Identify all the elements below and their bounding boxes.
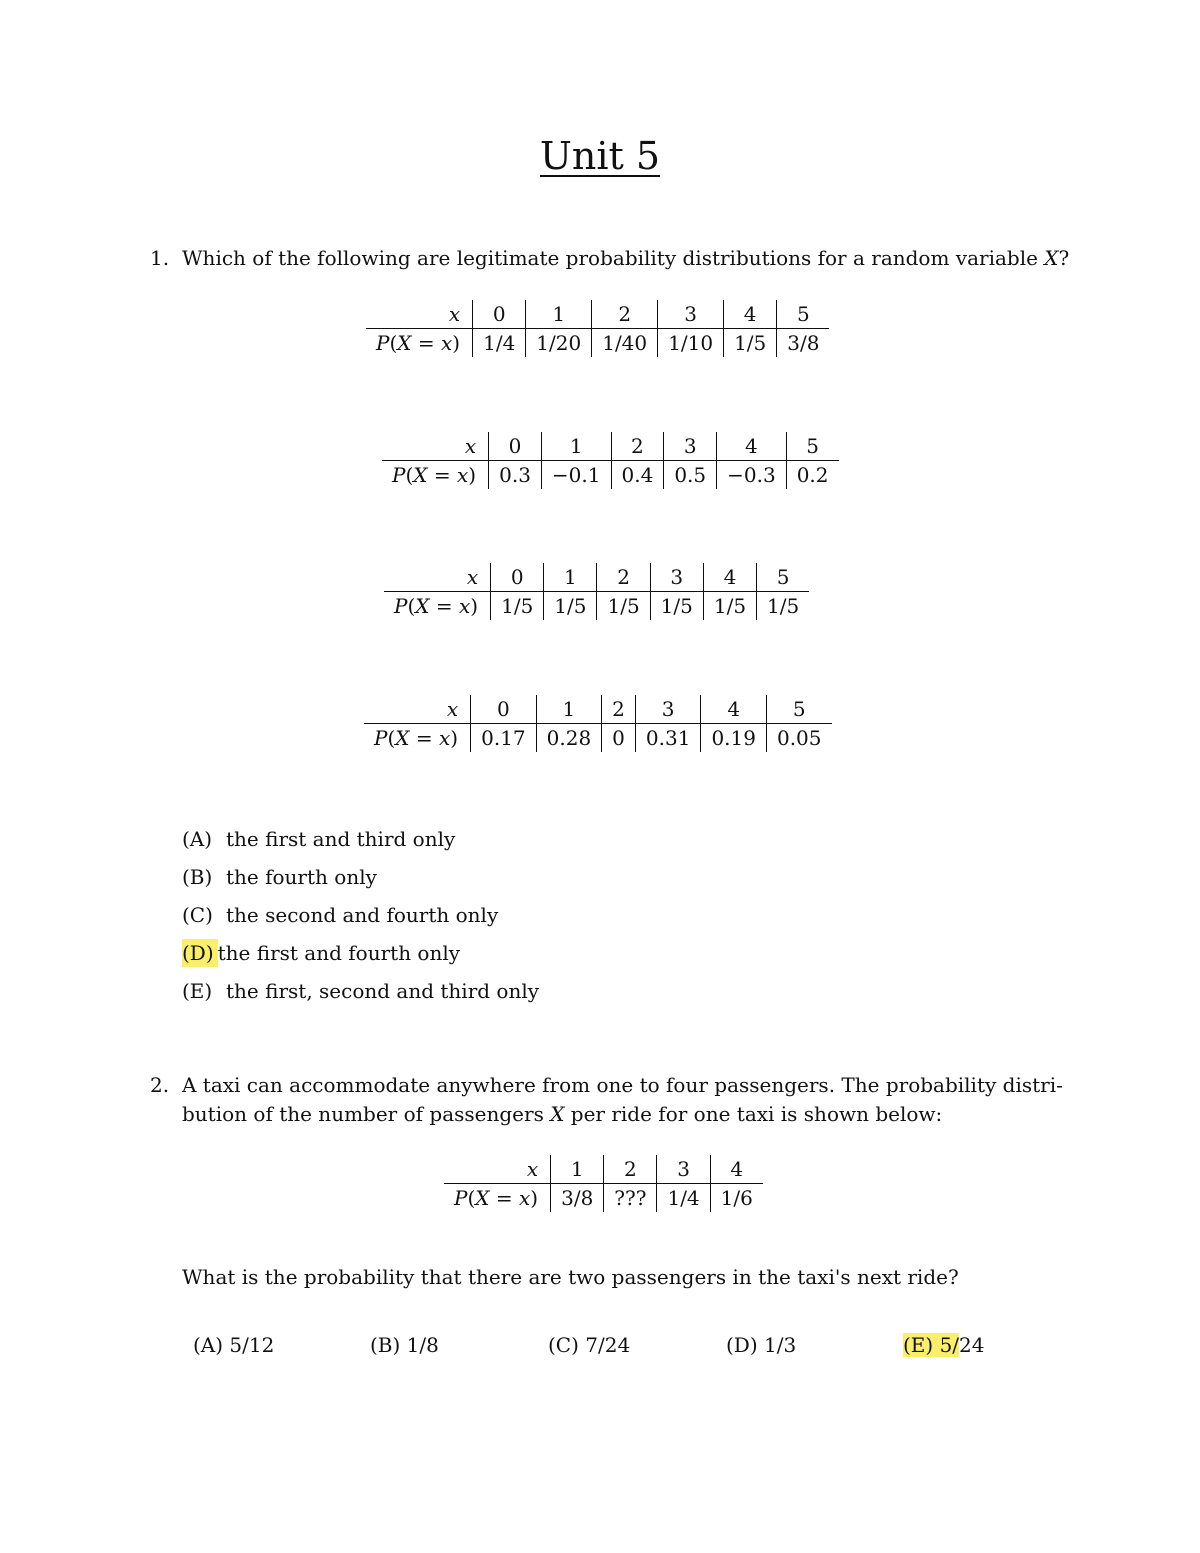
q1-text-var: X <box>1044 246 1059 270</box>
p-row <box>366 329 829 358</box>
probability-cell: 1/5 <box>597 592 650 621</box>
choice-letter: (A) <box>182 827 213 851</box>
choice-letter: (B) <box>370 1333 407 1357</box>
choice-letter: (B) <box>182 865 213 889</box>
choice-letter: (D) <box>726 1333 764 1357</box>
probability-cell: 1/5 <box>724 329 777 358</box>
choice-letter: (A) <box>193 1333 230 1357</box>
choice-text: 1/8 <box>406 1333 439 1357</box>
q1-table-1 <box>366 300 829 357</box>
q1-text-after: ? <box>1058 246 1070 270</box>
x-row <box>444 1155 763 1184</box>
probability-cell: 1/10 <box>658 329 724 358</box>
choice-text: the first and third only <box>226 827 456 851</box>
probability-cell: 1/5 <box>491 592 544 621</box>
probability-cell: 1/5 <box>650 592 703 621</box>
x-value-cell: 0 <box>471 695 537 724</box>
probability-cell: −0.3 <box>717 461 787 490</box>
choice-text: 7/24 <box>585 1333 631 1357</box>
p-label: P(X = x) <box>376 331 461 355</box>
x-value-cell: 4 <box>703 563 756 592</box>
q2-text-line2 <box>182 1100 942 1129</box>
answer-choice <box>903 1331 984 1359</box>
x-value-cell: 5 <box>786 432 838 461</box>
q2-text-after: per ride for one taxi is shown below: <box>564 1102 943 1126</box>
x-label: x <box>444 1155 551 1184</box>
x-value-cell: 4 <box>710 1155 763 1184</box>
p-row <box>444 1184 763 1213</box>
answer-choice <box>182 863 539 901</box>
choice-text: 1/3 <box>764 1333 797 1357</box>
x-value-cell: 1 <box>544 563 597 592</box>
p-label: P(X = x) <box>392 463 477 487</box>
x-value-cell: 1 <box>551 1155 604 1184</box>
q2-text-var: X <box>550 1102 565 1126</box>
answer-choice <box>726 1331 796 1359</box>
x-value-cell: 5 <box>777 300 830 329</box>
x-row <box>364 695 832 724</box>
q2-text-line1: A taxi can accommodate anywhere from one to four passengers. The probability distri- <box>182 1073 1063 1097</box>
probability-cell: 0.19 <box>701 724 767 753</box>
answer-choice <box>548 1331 630 1359</box>
x-value-cell: 4 <box>717 432 787 461</box>
probability-cell: 1/5 <box>703 592 756 621</box>
choice-letter: (D) <box>182 939 218 967</box>
x-label: x <box>382 432 489 461</box>
probability-cell: 0.5 <box>664 461 717 490</box>
x-value-cell: 3 <box>664 432 717 461</box>
probability-cell: 0.05 <box>766 724 831 753</box>
x-row <box>384 563 809 592</box>
probability-cell: 0.17 <box>471 724 537 753</box>
q1-choice-list <box>182 825 539 1015</box>
answer-choice <box>182 901 539 939</box>
answer-choice <box>193 1331 274 1359</box>
p-row <box>384 592 809 621</box>
p-label: P(X = x) <box>374 726 459 750</box>
x-row <box>382 432 839 461</box>
x-label: x <box>384 563 491 592</box>
choice-text-rest: 24 <box>959 1333 985 1357</box>
answer-choice <box>182 977 539 1015</box>
q1-number: 1. <box>150 246 170 270</box>
x-value-cell: 2 <box>592 300 658 329</box>
x-value-cell: 0 <box>473 300 526 329</box>
q1-table-2 <box>382 432 839 489</box>
p-row <box>382 461 839 490</box>
x-value-cell: 3 <box>657 1155 710 1184</box>
choice-letter: (C) <box>548 1333 586 1357</box>
probability-cell: 0 <box>602 724 636 753</box>
choice-text: the first, second and third only <box>226 979 540 1003</box>
q2-text-before: bution of the number of passengers <box>182 1102 551 1126</box>
choice-letter: (E) <box>903 1333 940 1357</box>
probability-cell: ??? <box>604 1184 657 1213</box>
x-value-cell: 2 <box>597 563 650 592</box>
page-title <box>0 132 1200 180</box>
choice-text: the fourth only <box>226 865 377 889</box>
probability-cell: 1/6 <box>710 1184 763 1213</box>
x-value-cell: 5 <box>766 695 831 724</box>
x-value-cell: 4 <box>701 695 767 724</box>
x-value-cell: 2 <box>604 1155 657 1184</box>
probability-cell: 1/5 <box>544 592 597 621</box>
x-value-cell: 4 <box>724 300 777 329</box>
x-value-cell: 3 <box>650 563 703 592</box>
q1-text <box>182 244 1069 273</box>
answer-choice <box>182 939 539 977</box>
probability-cell: 0.4 <box>611 461 664 490</box>
choice-letter: (C) <box>182 903 213 927</box>
x-value-cell: 2 <box>611 432 664 461</box>
answer-highlight <box>182 941 218 965</box>
page-title-text: Unit 5 <box>539 134 661 178</box>
p-label: P(X = x) <box>454 1186 539 1210</box>
answer-highlight <box>903 1333 959 1357</box>
q2-number: 2. <box>150 1073 170 1097</box>
probability-cell: 0.3 <box>489 461 542 490</box>
x-value-cell: 0 <box>489 432 542 461</box>
probability-cell: 0.28 <box>536 724 602 753</box>
x-row <box>366 300 829 329</box>
probability-cell: −0.1 <box>541 461 611 490</box>
p-row <box>364 724 832 753</box>
choice-text: the second and fourth only <box>226 903 499 927</box>
answer-choice <box>370 1331 439 1359</box>
x-value-cell: 1 <box>526 300 592 329</box>
probability-cell: 3/8 <box>777 329 830 358</box>
x-value-cell: 1 <box>541 432 611 461</box>
x-value-cell: 0 <box>491 563 544 592</box>
x-value-cell: 3 <box>635 695 701 724</box>
x-value-cell: 3 <box>658 300 724 329</box>
probability-cell: 1/4 <box>657 1184 710 1213</box>
x-value-cell: 5 <box>757 563 810 592</box>
probability-cell: 1/5 <box>757 592 810 621</box>
probability-cell: 3/8 <box>551 1184 604 1213</box>
q2-table <box>444 1155 763 1212</box>
probability-cell: 0.2 <box>786 461 838 490</box>
probability-cell: 0.31 <box>635 724 701 753</box>
choice-text: the first and fourth only <box>217 941 461 965</box>
q1-table-3 <box>384 563 809 620</box>
choice-letter: (E) <box>182 979 213 1003</box>
answer-choice <box>182 825 539 863</box>
probability-cell: 1/40 <box>592 329 658 358</box>
probability-cell: 1/20 <box>526 329 592 358</box>
q1-text-before: Which of the following are legitimate probability distributions for a random variable <box>182 246 1045 270</box>
x-label: x <box>366 300 473 329</box>
q1-table-4 <box>364 695 832 752</box>
x-value-cell: 2 <box>602 695 636 724</box>
probability-cell: 1/4 <box>473 329 526 358</box>
x-label: x <box>364 695 471 724</box>
p-label: P(X = x) <box>394 594 479 618</box>
x-value-cell: 1 <box>536 695 602 724</box>
q2-question: What is the probability that there are two passengers in the taxi's next ride? <box>182 1265 959 1289</box>
choice-text-highlighted: 5/ <box>939 1333 960 1357</box>
choice-text: 5/12 <box>229 1333 275 1357</box>
